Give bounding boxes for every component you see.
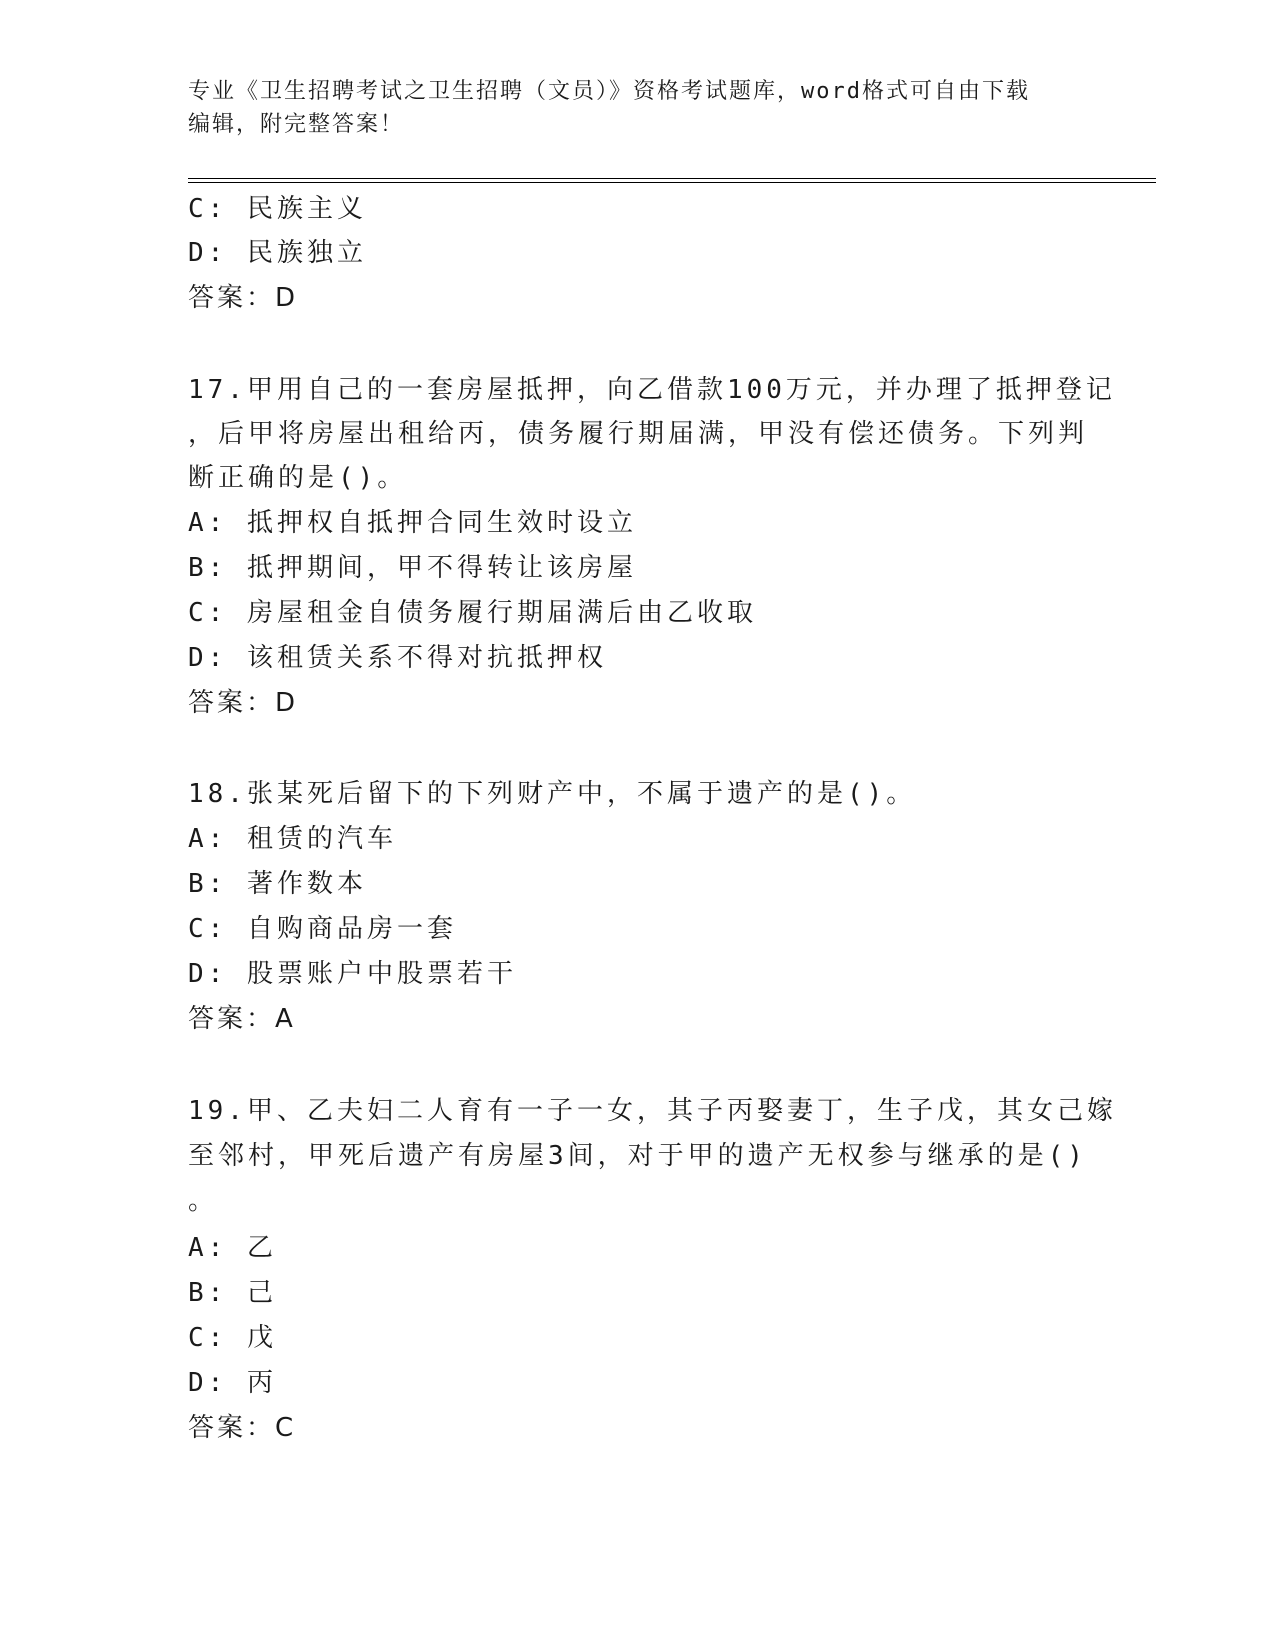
q17-stem-line-1: 17.甲用自己的一套房屋抵押，向乙借款100万元，并办理了抵押登记 (188, 375, 1116, 405)
q19-option-a: A: 乙 (188, 1233, 277, 1263)
header-line-2: 编辑，附完整答案！ (188, 112, 405, 137)
prev-option-c: C: 民族主义 (188, 194, 367, 224)
q19-stem-line-3: 。 (188, 1186, 219, 1216)
document-header (188, 75, 1088, 141)
q17-option-a: A: 抵押权自抵押合同生效时设立 (188, 508, 637, 538)
q19-option-b: B: 己 (188, 1278, 277, 1308)
q17-stem-line-3: 断正确的是()。 (188, 463, 408, 493)
q18-stem-line-1: 18.张某死后留下的下列财产中，不属于遗产的是()。 (188, 779, 917, 809)
q18-option-a: A: 租赁的汽车 (188, 824, 397, 854)
q18-option-c: C: 自购商品房一套 (188, 914, 457, 944)
q19-option-c: C: 戊 (188, 1323, 277, 1353)
q17-option-c: C: 房屋租金自债务履行期届满后由乙收取 (188, 598, 757, 628)
q19-stem-line-2: 至邻村，甲死后遗产有房屋3间，对于甲的遗产无权参与继承的是() (188, 1141, 1087, 1171)
header-line-1: 专业《卫生招聘考试之卫生招聘（文员）》资格考试题库，word格式可自由下载 (188, 79, 1030, 104)
q19-option-d: D: 丙 (188, 1368, 277, 1398)
q17-option-b: B: 抵押期间，甲不得转让该房屋 (188, 553, 637, 583)
prev-option-d: D: 民族独立 (188, 238, 367, 268)
q18-option-b: B: 著作数本 (188, 869, 367, 899)
q18-answer: 答案：A (188, 1004, 296, 1034)
q17-option-d: D: 该租赁关系不得对抗抵押权 (188, 643, 607, 673)
header-divider-top (188, 178, 1156, 179)
q17-stem-line-2: ，后甲将房屋出租给丙，债务履行期届满，甲没有偿还债务。下列判 (188, 419, 1089, 449)
q19-answer: 答案：C (188, 1413, 297, 1443)
prev-answer: 答案：D (188, 283, 299, 313)
header-divider-bottom (188, 182, 1156, 183)
q18-option-d: D: 股票账户中股票若干 (188, 959, 517, 989)
q17-answer: 答案：D (188, 688, 299, 718)
q19-stem-line-1: 19.甲、乙夫妇二人育有一子一女，其子丙娶妻丁，生子戊，其女己嫁 (188, 1096, 1117, 1126)
